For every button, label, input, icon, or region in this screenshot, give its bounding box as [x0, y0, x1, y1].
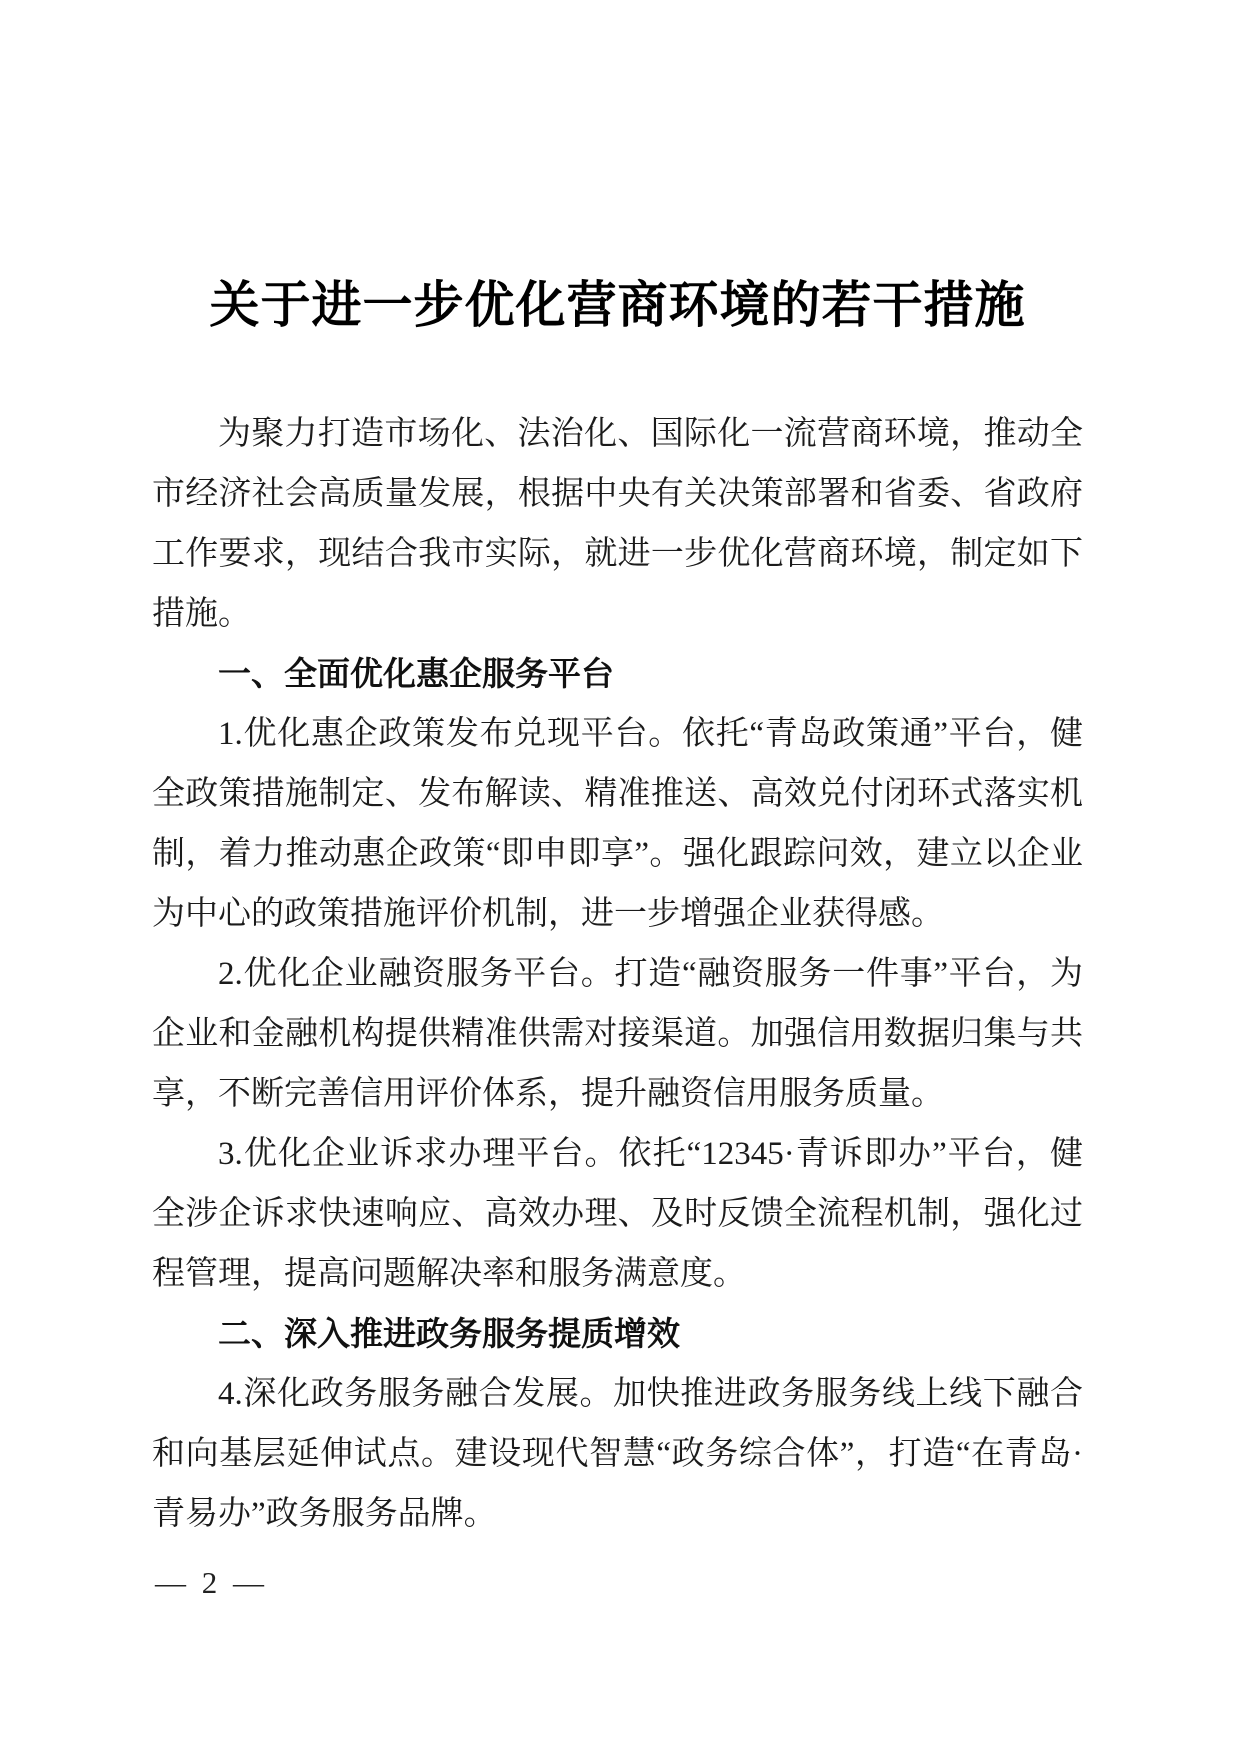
document-body: [152, 404, 1083, 1544]
document-content: [152, 276, 1083, 1544]
measure-4-paragraph: 4.深化政务服务融合发展。加快推进政务服务线上线下融合和向基层延伸试点。建设现代智慧“政务综合体”，打造“在青岛·青易办”政务服务品牌。: [152, 1376, 1083, 1532]
intro-paragraph: 为聚力打造市场化、法治化、国际化一流营商环境，推动全市经济社会高质量发展，根据中央有关决策部署和省委、省政府工作要求，现结合我市实际，就进一步优化营商环境，制定如下措施。: [152, 416, 1083, 632]
section-2-heading: 二、深入推进政务服务提质增效: [218, 1315, 680, 1352]
page-number: — 2 —: [155, 1565, 268, 1600]
document-title: 关于进一步优化营商环境的若干措施: [209, 277, 1026, 333]
measure-1-paragraph: 1.优化惠企政策发布兑现平台。依托“青岛政策通”平台，健全政策措施制定、发布解读、精准推送、高效兑付闭环式落实机制，着力推动惠企政策“即申即享”。强化跟踪问效，建立以企业为中心的政策措施评价机制，进一步增强企业获得感。: [152, 716, 1083, 932]
measure-3-paragraph: 3.优化企业诉求办理平台。依托“12345·青诉即办”平台，健全涉企诉求快速响应、高效办理、及时反馈全流程机制，强化过程管理，提高问题解决率和服务满意度。: [152, 1136, 1083, 1292]
measure-2-paragraph: 2.优化企业融资服务平台。打造“融资服务一件事”平台，为企业和金融机构提供精准供需对接渠道。加强信用数据归集与共享，不断完善信用评价体系，提升融资信用服务质量。: [152, 956, 1083, 1112]
section-1-heading: 一、全面优化惠企服务平台: [218, 655, 614, 692]
